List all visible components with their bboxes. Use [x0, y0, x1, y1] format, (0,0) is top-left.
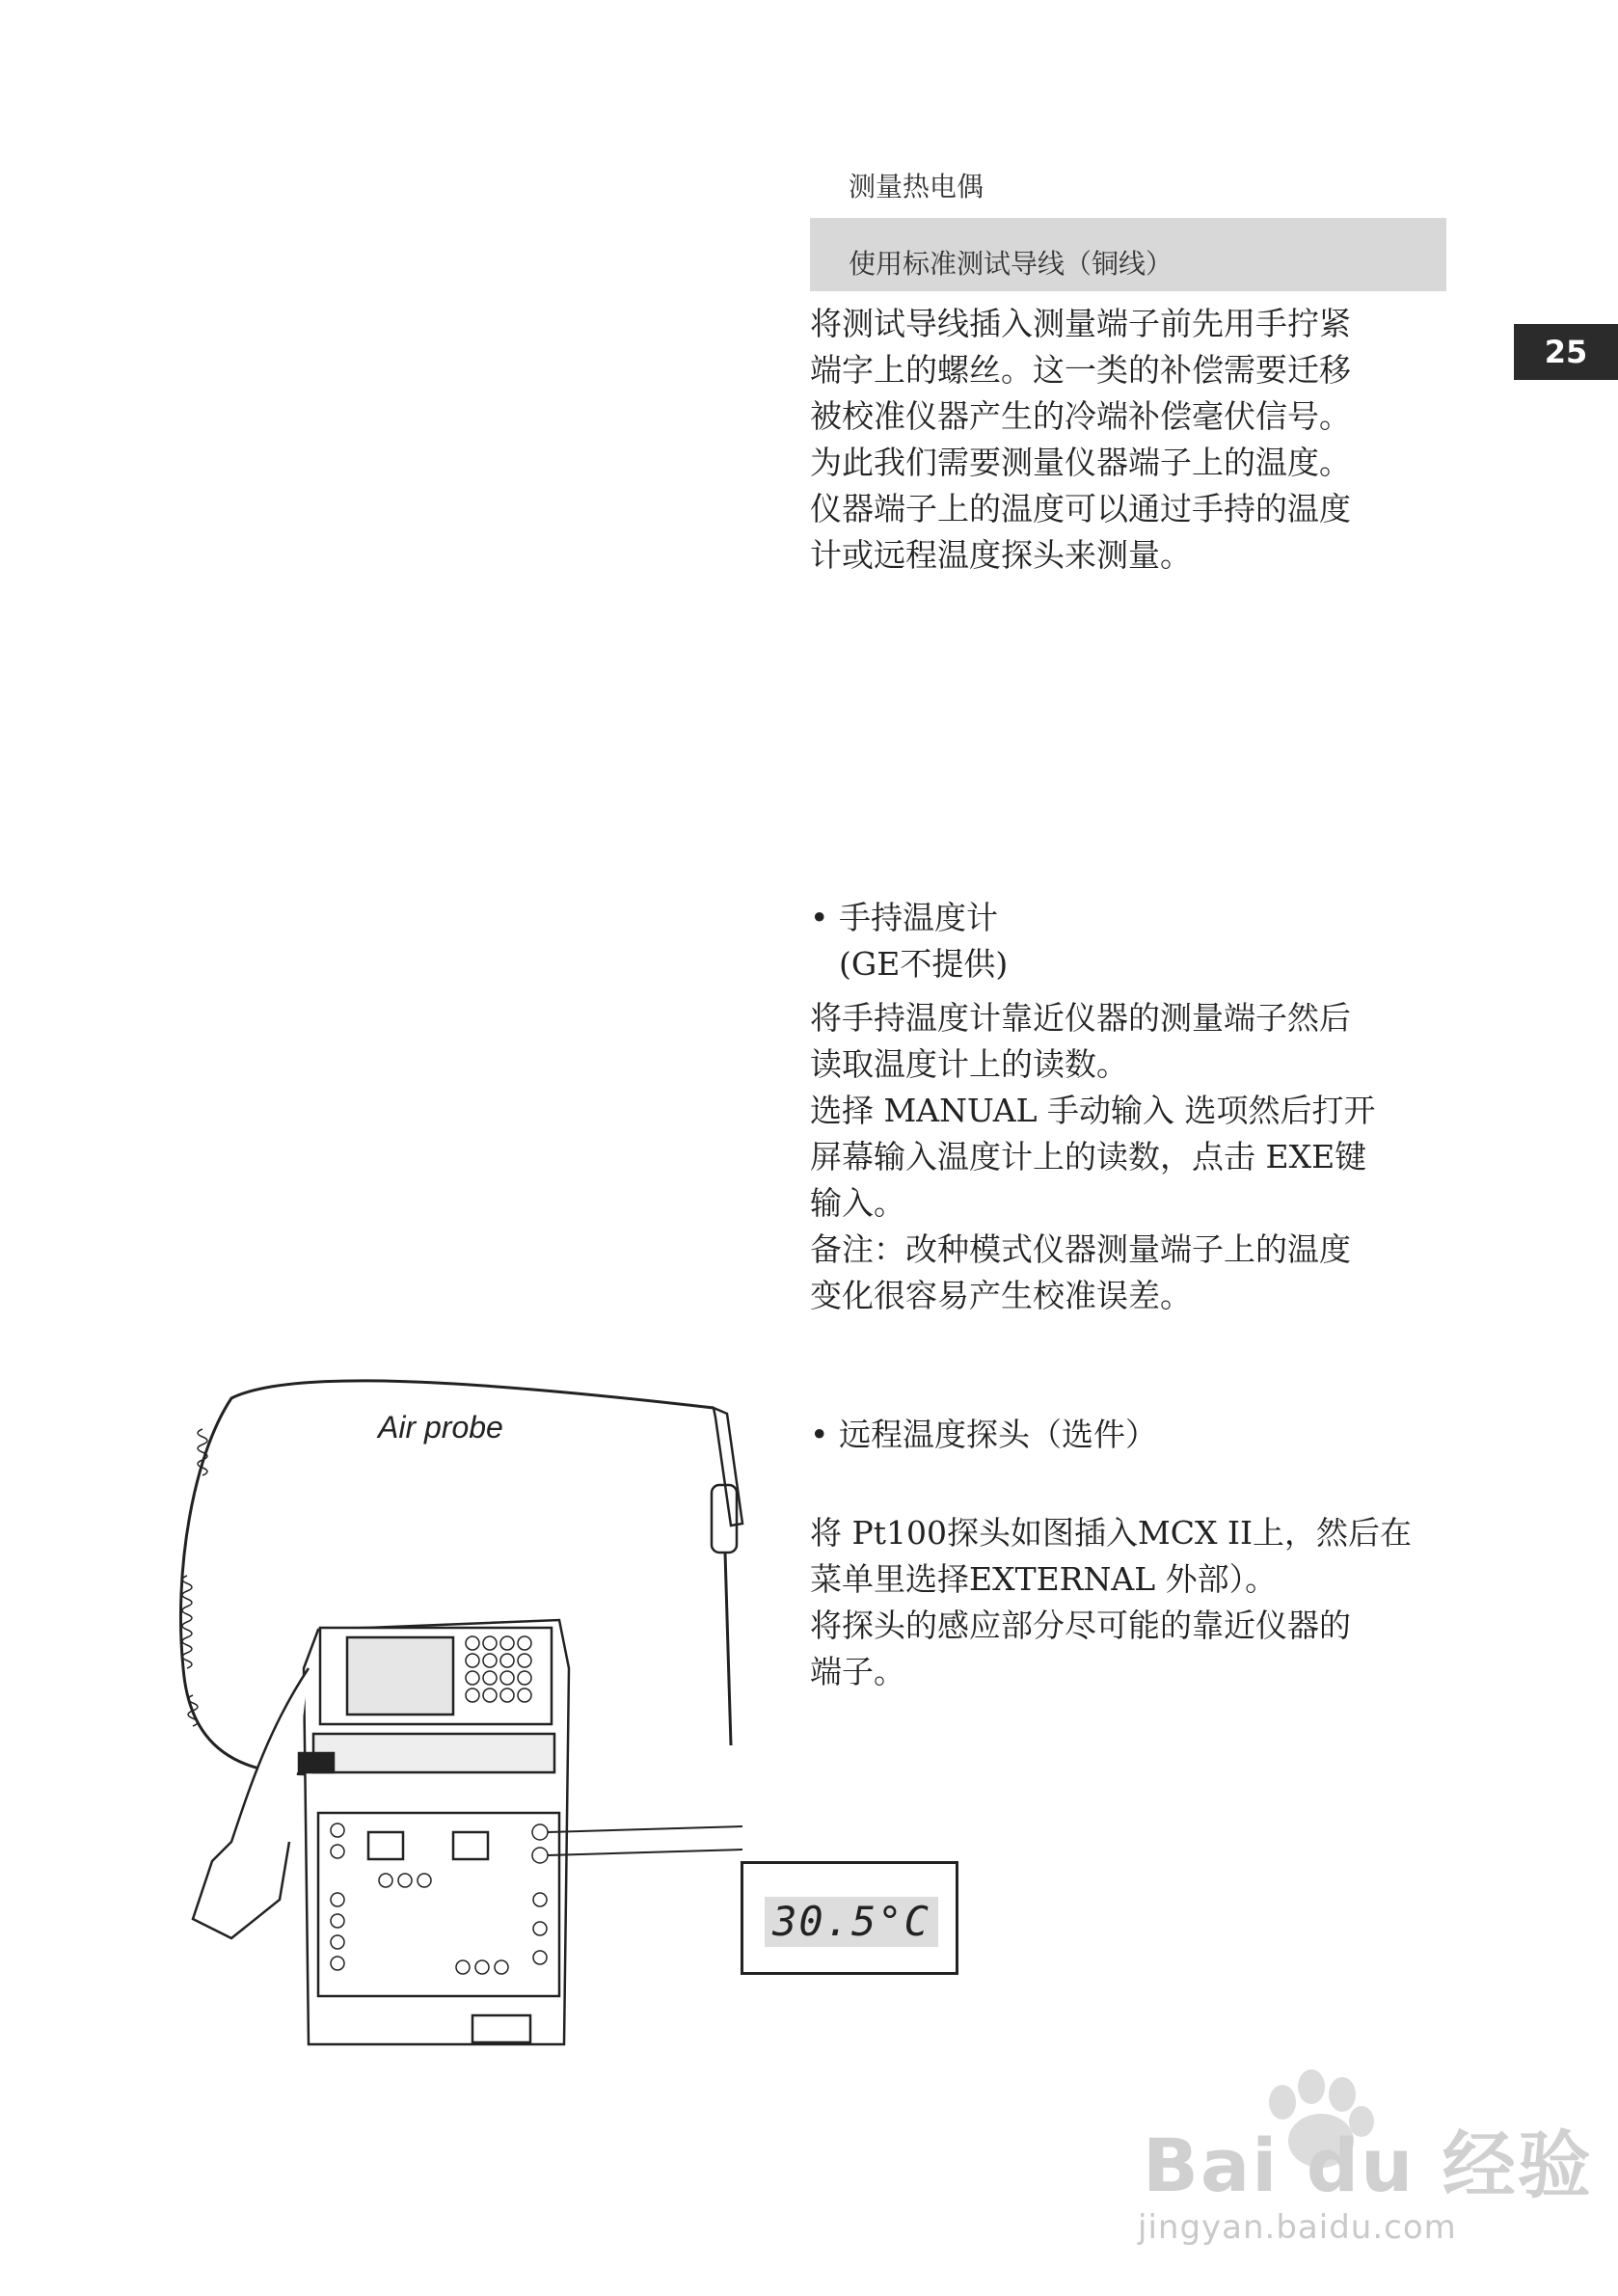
watermark-url: jingyan.baidu.com	[1138, 2208, 1457, 2247]
intro-line: 将测试导线插入测量端子前先用手拧紧	[810, 305, 1351, 342]
calibrator-illustration	[174, 1379, 984, 2131]
handheld-paragraph	[810, 995, 1427, 1319]
handheld-line: 变化很容易产生校准误差。	[810, 1277, 1192, 1314]
remote-line: 菜单里选择EXTERNAL 外部）。	[810, 1560, 1278, 1598]
intro-paragraph	[810, 301, 1427, 579]
subsection-label: 使用标准测试导线（铜线）	[849, 248, 1173, 280]
display-value: 30.5°C	[772, 1898, 930, 1945]
handheld-line: 将手持温度计靠近仪器的测量端子然后	[810, 999, 1351, 1037]
handheld-line: 备注：改种模式仪器测量端子上的温度	[810, 1230, 1351, 1268]
remote-line: 端子。	[810, 1653, 905, 1690]
temperature-display	[741, 1861, 958, 1975]
watermark-brand: Bai du 经验	[1143, 2122, 1593, 2208]
handheld-line: 读取温度计上的读数。	[810, 1045, 1128, 1083]
intro-line: 被校准仪器产生的冷端补偿毫伏信号。	[810, 397, 1351, 435]
intro-line: 计或远程温度探头来测量。	[810, 536, 1192, 574]
intro-line: 为此我们需要测量仪器端子上的温度。	[810, 444, 1351, 481]
remote-bullet: • 远程温度探头（选件）	[810, 1416, 1157, 1453]
handheld-note: (GE不提供)	[839, 945, 1009, 983]
handheld-line: 选择 MANUAL 手动输入 选项然后打开	[810, 1092, 1376, 1129]
intro-line: 端字上的螺丝。这一类的补偿需要迁移	[810, 351, 1351, 389]
handheld-line: 输入。	[810, 1184, 905, 1222]
section-title: 测量热电偶	[849, 171, 984, 203]
air-probe-label: Air probe	[378, 1410, 503, 1445]
handheld-line: 屏幕输入温度计上的读数，点击 EXE键	[810, 1138, 1367, 1175]
remote-line: 将探头的感应部分尽可能的靠近仪器的	[810, 1607, 1351, 1644]
display-screen	[765, 1897, 938, 1947]
handheld-bullet: • 手持温度计	[810, 899, 998, 936]
remote-line: 将 Pt100探头如图插入MCX II上，然后在	[810, 1514, 1413, 1552]
page-number-tab: 25	[1514, 324, 1618, 380]
intro-line: 仪器端子上的温度可以通过手持的温度	[810, 490, 1351, 527]
